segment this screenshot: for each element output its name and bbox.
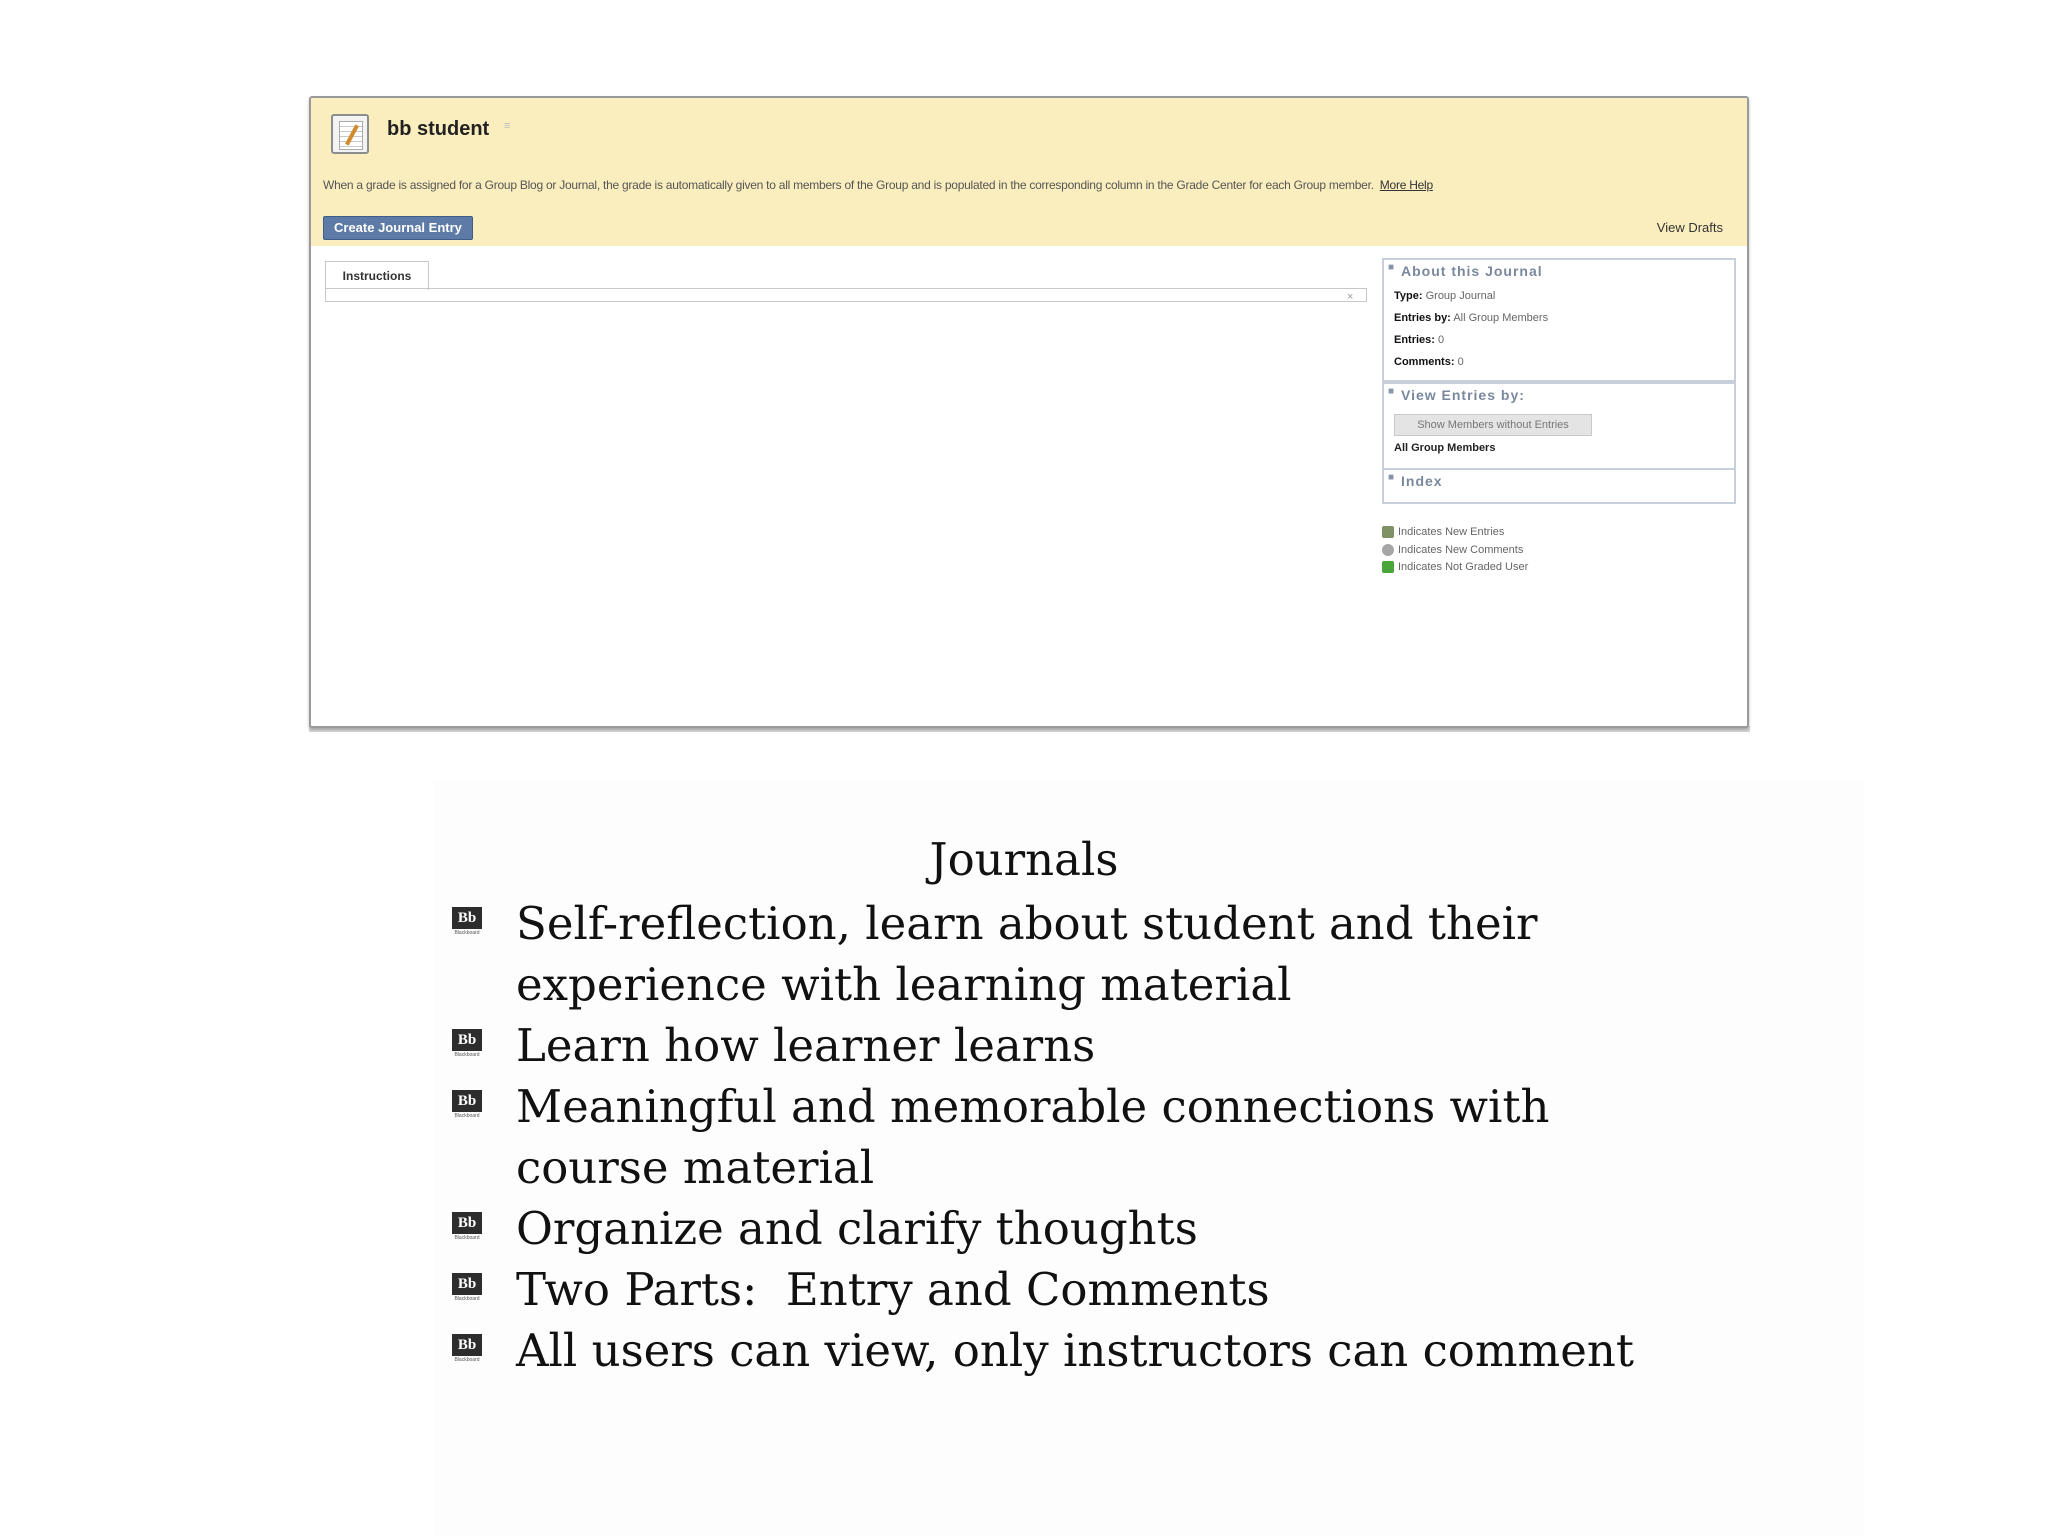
blackboard-bullet-icon: Bb Blackboard	[452, 1090, 482, 1120]
collapse-icon[interactable]: ■	[1388, 262, 1395, 273]
show-members-button[interactable]: Show Members without Entries	[1394, 414, 1592, 436]
bullet-list	[450, 893, 1700, 1381]
bullet-text: Self-reflection, learn about student and their experience with learning material	[516, 897, 1538, 1011]
new-entries-icon	[1382, 526, 1394, 538]
list-item	[450, 1259, 1700, 1320]
journal-header	[311, 98, 1747, 246]
bullet-text: Learn how learner learns	[516, 1019, 1096, 1072]
slide-heading: Journals	[929, 833, 1119, 886]
index-heading[interactable]: Index	[1401, 473, 1443, 489]
view-entries-box	[1382, 382, 1736, 470]
blackboard-bullet-icon: Bb Blackboard	[452, 1334, 482, 1364]
type-row: Type: Group Journal	[1394, 290, 1496, 302]
journal-icon	[331, 114, 369, 154]
comments-row: Comments: 0	[1394, 356, 1464, 368]
grading-info-text: When a grade is assigned for a Group Blog or Journal, the grade is automatically given to all members of the Group and is populated in the corresponding column in the Grade Center for each Group member.	[323, 178, 1374, 192]
list-item	[450, 1198, 1700, 1259]
legend-new-comments: Indicates New Comments	[1382, 544, 1523, 556]
entries-by-row: Entries by: All Group Members	[1394, 312, 1549, 324]
all-group-members-link[interactable]: All Group Members	[1394, 442, 1496, 454]
blackboard-bullet-icon: Bb Blackboard	[452, 1029, 482, 1059]
grading-info	[323, 178, 1733, 192]
tab-instructions[interactable]: Instructions	[325, 261, 429, 290]
view-entries-heading: View Entries by:	[1401, 387, 1525, 403]
list-item	[450, 1015, 1700, 1076]
instructions-panel	[325, 288, 1367, 302]
legend-new-entries: Indicates New Entries	[1382, 526, 1504, 538]
new-comments-icon	[1382, 544, 1394, 556]
list-item	[450, 1076, 1700, 1198]
create-journal-entry-button[interactable]: Create Journal Entry	[323, 216, 473, 240]
legend-not-graded: Indicates Not Graded User	[1382, 561, 1528, 573]
blackboard-bullet-icon: Bb Blackboard	[452, 1273, 482, 1303]
bullet-text: All users can view, only instructors can comment	[516, 1324, 1634, 1377]
journal-title: bb student	[387, 118, 490, 140]
journal-screenshot	[309, 96, 1749, 728]
bullet-text: Two Parts: Entry and Comments	[516, 1263, 1270, 1316]
list-item	[450, 1320, 1700, 1381]
about-journal-box	[1382, 258, 1736, 382]
bullet-text: Meaningful and memorable connections with course material	[516, 1080, 1550, 1194]
more-help-link[interactable]: More Help	[1379, 178, 1433, 192]
index-box	[1382, 468, 1736, 504]
collapse-icon[interactable]: ■	[1388, 386, 1395, 397]
view-drafts-link[interactable]: View Drafts	[1656, 220, 1723, 235]
about-heading: About this Journal	[1401, 263, 1543, 279]
blackboard-bullet-icon: Bb Blackboard	[452, 1212, 482, 1242]
entries-row: Entries: 0	[1394, 334, 1445, 346]
list-item	[450, 893, 1700, 1015]
bullet-text: Organize and clarify thoughts	[516, 1202, 1198, 1255]
title-menu-icon[interactable]: ≡	[504, 120, 511, 132]
close-icon[interactable]: ×	[1347, 291, 1354, 303]
collapse-icon[interactable]: ■	[1388, 472, 1395, 483]
not-graded-icon	[1382, 561, 1394, 573]
blackboard-bullet-icon: Bb Blackboard	[452, 907, 482, 937]
